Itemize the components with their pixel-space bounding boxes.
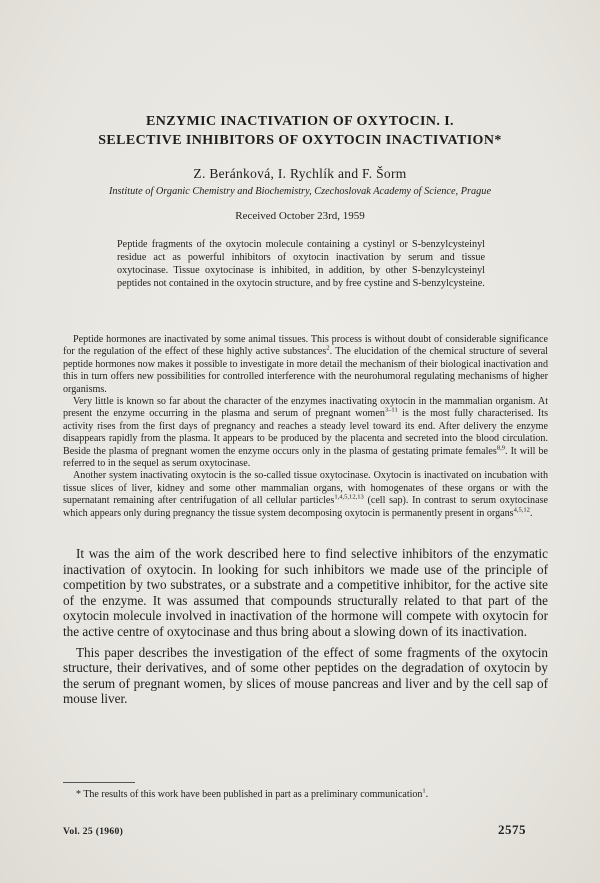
citation: 3–11 (384, 407, 398, 415)
intro-paragraph-3: Another system inactivating oxytocin is the so-called tissue oxytocinase. Oxytocin is inactivated on incubation with tissue slices of liver, kidney and some other mammalian organs, with homogenates of these organs or with the supernatant remaining after centrifugation of all cellular particles$^{1,4,5,12,13}$ (cell sap). In contrast to serum oxytocinase which appears only during pregnancy the tissue system decomposing oxytocin is permanently present in organs$^{4,5,12}$. (63, 470, 548, 519)
received-date: Received October 23rd, 1959 (235, 210, 365, 222)
main-paragraph-1: It was the aim of the work described here to find selective inhibitors of the enzymatic inactivation of oxytocin. In looking for such inhibitors we made use of the principle of competition by two substrates, or a substrate and a competitive inhibitor, for the active site of the enzyme. It was assumed that compounds structurally related to that part of the oxytocin molecule involved in inactivation of the hormone will compete with oxytocin for the active centre of oxytocinase and thus bring about a slowing down of its inactivation. (63, 546, 548, 639)
page-number: 2575 (498, 822, 526, 837)
citation: 2 (326, 345, 330, 353)
citation: 8,9 (496, 444, 506, 452)
authors: Z. Beránková, I. Rychlík and F. Šorm (193, 166, 407, 181)
intro-paragraph-2: Very little is known so far about the character of the enzymes inactivating oxytocin in the mammalian organism. At present the enzyme occurring in the plasma and serum of pregnant women$^{3-11}$ is the most fully characterised. Its activity rises from the first days of pregnancy and reaches a steady level toward its end. After delivery the enzyme disappears rapidly from the plasma. It appears to be produced by the placenta and secreted into the blood circulation. Beside the plasma of pregnant women the enzyme occurs only in the plasma of gestating primate females$^{8,9}$. It will be referred to in the sequel as serum oxytocinase. (63, 396, 549, 470)
footnote-divider (63, 782, 135, 783)
main-text (63, 546, 548, 712)
title-line-1: ENZYMIC INACTIVATION OF OXYTOCIN. I. (146, 114, 454, 129)
citation: 1 (422, 787, 426, 795)
citation: 1,4,5,12,13 (334, 493, 364, 501)
introduction (63, 334, 548, 520)
intro-paragraph-1: Peptide hormones are inactivated by some animal tissues. This process is without doubt of considerable significance for the regulation of the effect of these highly active substances$^2$. The elucidation of the chemical structure of several peptide hormones now makes it possible to investigate in more detail the mechanism of their biological inactivation and this in turn offers new possibilities for controlled interference with the neurohumoral regulating mechanisms of higher organisms. (63, 334, 548, 395)
abstract: Peptide fragments of the oxytocin molecule containing a cystinyl or S-benzylcysteinyl residue act as powerful inhibitors of oxytocin inactivation by serum and tissue oxytocinase. Tissue oxytocinase is inhibited, in addition, by other S-benzylcysteinyl peptides not contained in the oxytocin structure, and by free cystine and S-benzylcysteine. (117, 239, 485, 290)
citation: 4,5,12 (513, 506, 530, 514)
main-paragraph-2: This paper describes the investigation of the effect of some fragments of the oxytocin structure, their derivatives, and of some other peptides on the degradation of oxytocin by the serum of pregnant women, by slices of mouse pancreas and liver and by the cell sap of mouse liver. (63, 644, 548, 707)
volume-info: Vol. 25 (1960) (63, 826, 124, 837)
title-line-2: SELECTIVE INHIBITORS OF OXYTOCIN INACTIVATION* (98, 133, 502, 148)
institute: Institute of Organic Chemistry and Biochemistry, Czechoslovak Academy of Science, Prague (108, 186, 492, 197)
footnote: * The results of this work have been published in part as a preliminary communication$^1$. (76, 787, 429, 800)
